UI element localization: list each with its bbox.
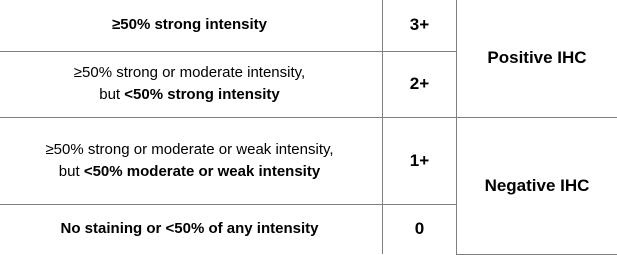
criteria-text-line2 [0, 161, 382, 183]
score-cell: 1+ [383, 117, 457, 204]
intensity-criteria-cell [0, 0, 383, 51]
criteria-text-line1: ≥50% strong or moderate intensity, [0, 62, 382, 84]
criteria-text-line1: ≥50% strong or moderate or weak intensity, [0, 139, 382, 161]
criteria-text: No staining or <50% of any intensity [0, 218, 382, 240]
intensity-criteria-cell [0, 117, 383, 204]
positive-ihc-cell: Positive IHC [457, 0, 617, 117]
table-row [0, 0, 617, 51]
negative-ihc-cell: Negative IHC [457, 117, 617, 254]
criteria-bold: <50% strong intensity [124, 86, 279, 103]
intensity-criteria-cell [0, 204, 383, 254]
intensity-criteria-cell [0, 51, 383, 117]
score-cell: 3+ [383, 0, 457, 51]
criteria-text: ≥50% strong intensity [0, 14, 382, 36]
criteria-text-line2 [0, 84, 382, 106]
criteria-bold: <50% moderate or weak intensity [84, 163, 320, 180]
score-cell: 2+ [383, 51, 457, 117]
score-cell: 0 [383, 204, 457, 254]
table-row [0, 117, 617, 204]
criteria-prefix: but [99, 86, 124, 103]
criteria-prefix: but [59, 163, 84, 180]
